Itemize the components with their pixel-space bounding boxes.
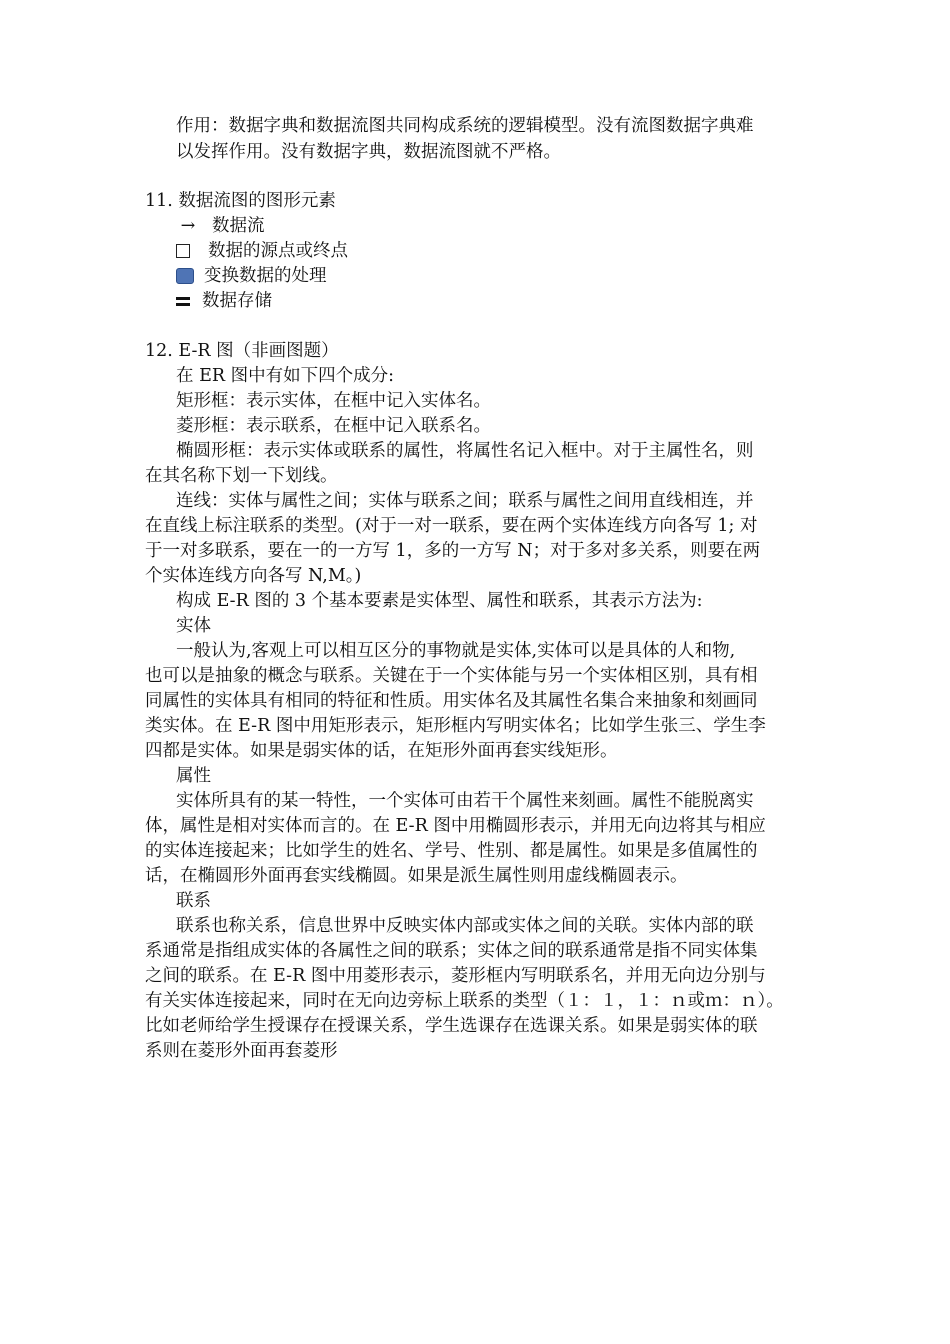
text-line: 实体所具有的某一特性，一个实体可由若干个属性来刻画。属性不能脱离实 (176, 791, 754, 811)
data-store-icon (176, 294, 190, 309)
arrow-icon: → (180, 216, 196, 236)
subheading-relationship: 联系 (176, 891, 211, 911)
legend-item-source-sink (176, 239, 348, 263)
legend-label: 数据存储 (202, 291, 272, 311)
text-line: 矩形框：表示实体，在框中记入实体名。 (176, 391, 491, 411)
legend-label: 数据流 (212, 216, 265, 236)
legend-label: 数据的源点或终点 (208, 241, 348, 261)
text-line: 作用：数据字典和数据流图共同构成系统的逻辑模型。没有流图数据字典难 (176, 116, 754, 136)
text-line: 四都是实体。如果是弱实体的话，在矩形外面再套实线矩形。 (145, 741, 618, 761)
text-line: 以发挥作用。没有数据字典，数据流图就不严格。 (176, 142, 561, 162)
text-line: 系则在菱形外面再套菱形 (145, 1041, 338, 1061)
rounded-rect-icon (176, 268, 194, 284)
legend-item-data-store (176, 289, 272, 313)
text-line: 有关实体连接起来，同时在无向边旁标上联系的类型（１：１，１：ｎ或ｍ：ｎ）。 (145, 991, 784, 1011)
text-line: 构成 E-R 图的 3 个基本要素是实体型、属性和联系，其表示方法为: (176, 591, 703, 611)
subheading-entity: 实体 (176, 616, 211, 636)
square-icon (176, 244, 190, 258)
text-line: 系通常是指组成实体的各属性之间的联系；实体之间的联系通常是指不同实体集 (145, 941, 758, 961)
text-line: 也可以是抽象的概念与联系。关键在于一个实体能与另一个实体相区别，具有相 (145, 666, 758, 686)
legend-item-process (176, 264, 327, 288)
text-line: 联系也称关系，信息世界中反映实体内部或实体之间的关联。实体内部的联 (176, 916, 754, 936)
text-line: 连线：实体与属性之间；实体与联系之间；联系与属性之间用直线相连，并 (176, 491, 754, 511)
text-line: 的实体连接起来；比如学生的姓名、学号、性别、都是属性。如果是多值属性的 (145, 841, 758, 861)
text-line: 话，在椭圆形外面再套实线椭圆。如果是派生属性则用虚线椭圆表示。 (145, 866, 688, 886)
text-line: 菱形框：表示联系，在框中记入联系名。 (176, 416, 491, 436)
text-line: 类实体。在 E-R 图中用矩形表示，矩形框内写明实体名；比如学生张三、学生李 (145, 716, 766, 736)
section-heading: 11. 数据流图的图形元素 (145, 191, 336, 211)
text-line: 在直线上标注联系的类型。(对于一对一联系，要在两个实体连线方向各写 1; 对 (145, 516, 758, 536)
text-line: 在其名称下划一下划线。 (145, 466, 338, 486)
text-line: 体，属性是相对实体而言的。在 E-R 图中用椭圆形表示，并用无向边将其与相应 (145, 816, 766, 836)
text-line: 比如老师给学生授课存在授课关系，学生选课存在选课关系。如果是弱实体的联 (145, 1016, 758, 1036)
section-heading: 12. E-R 图（非画图题） (145, 341, 339, 361)
text-line: 一般认为,客观上可以相互区分的事物就是实体,实体可以是具体的人和物, (176, 641, 736, 661)
text-line: 之间的联系。在 E-R 图中用菱形表示，菱形框内写明联系名，并用无向边分别与 (145, 966, 766, 986)
legend-label: 变换数据的处理 (204, 266, 327, 286)
text-line: 椭圆形框：表示实体或联系的属性，将属性名记入框中。对于主属性名，则 (176, 441, 754, 461)
subheading-attribute: 属性 (176, 766, 211, 786)
text-line: 于一对多联系，要在一的一方写 1，多的一方写 N；对于多对多关系，则要在两 (145, 541, 761, 561)
text-line: 在 ER 图中有如下四个成分: (176, 366, 394, 386)
text-line: 个实体连线方向各写 N,M。) (145, 566, 362, 586)
text-line: 同属性的实体具有相同的特征和性质。用实体名及其属性名集合来抽象和刻画同 (145, 691, 758, 711)
legend-item-data-flow (176, 214, 265, 238)
